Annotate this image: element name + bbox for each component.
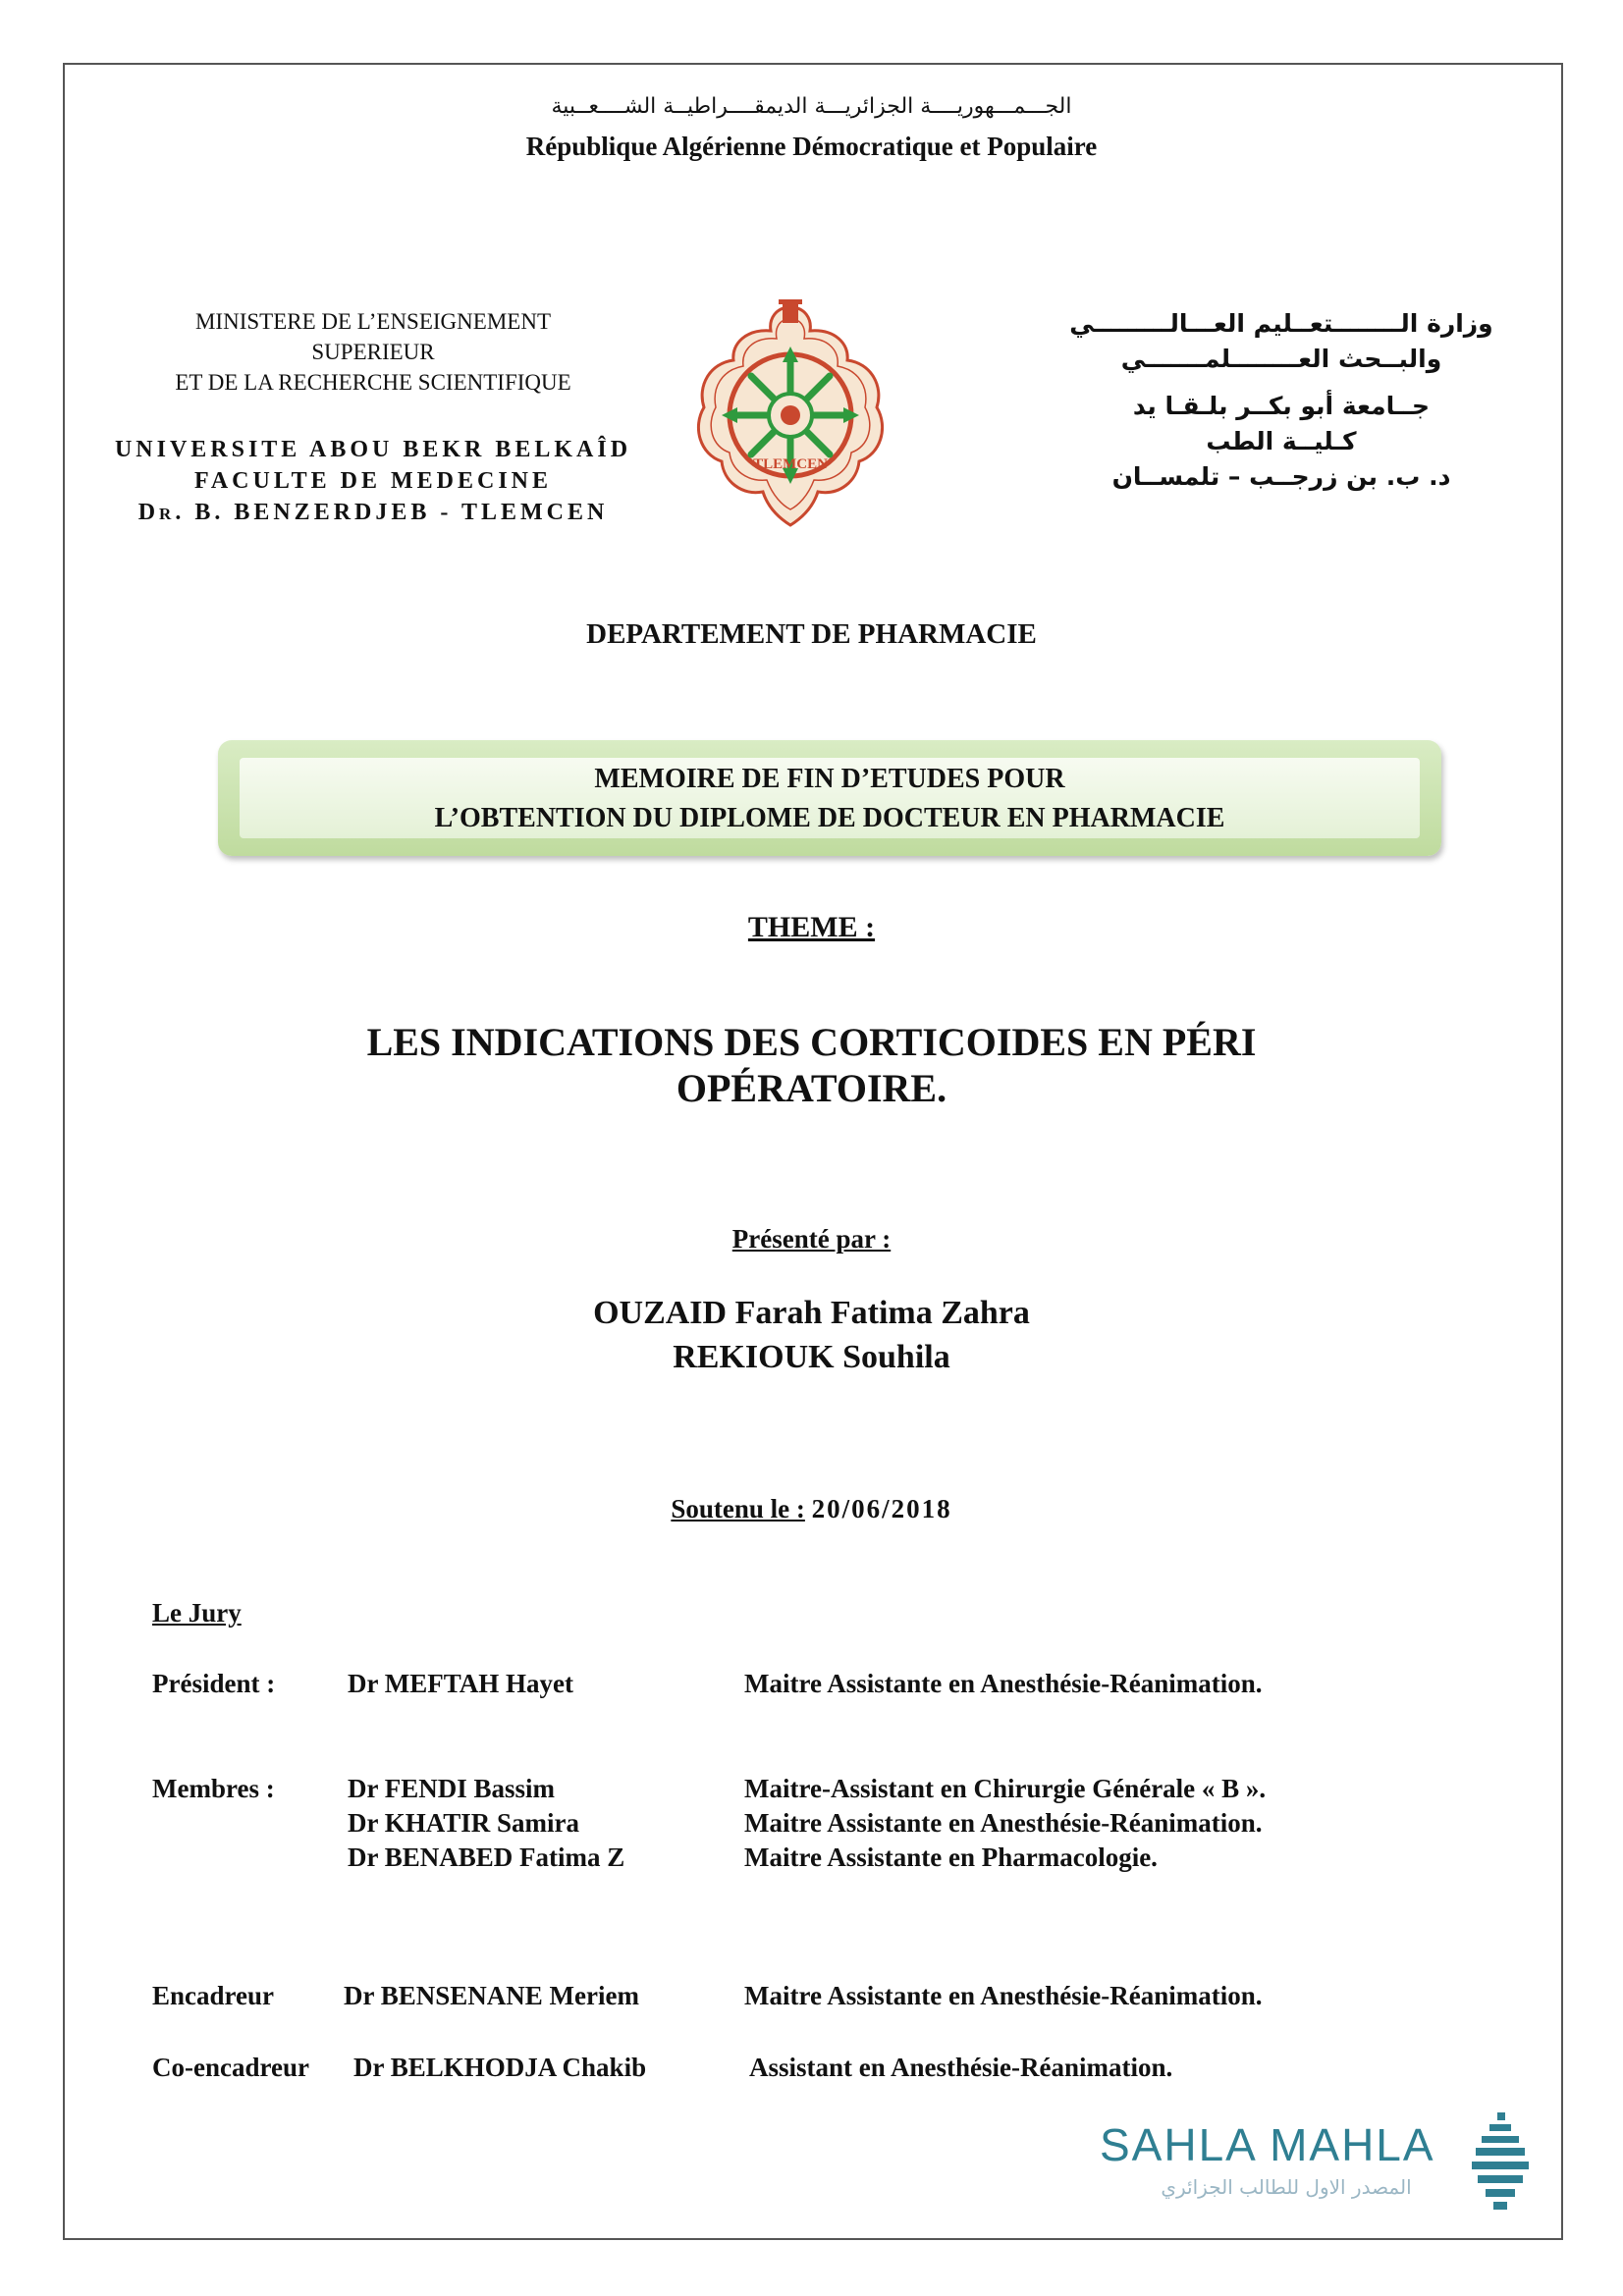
watermark-tagline: المصدر الاول للطالب الجزائري [1161, 2175, 1412, 2199]
ministry-line-3: ET DE LA RECHERCHE SCIENTIFIQUE [175, 370, 571, 395]
university-block [88, 434, 658, 530]
arabic-ministry-line-1: وزارة الــــــــتعــليم العـــالـــــــــي [1069, 309, 1493, 338]
cosupervisor-role: Co-encadreur [152, 2053, 309, 2082]
author-2: REKIOUK Souhila [673, 1339, 950, 1375]
cosupervisor-title: Assistant en Anesthésie-Réanimation. [749, 2053, 1173, 2082]
thesis-title [196, 1019, 1427, 1111]
president-name: Dr MEFTAH Hayet [348, 1669, 573, 1698]
ministry-line-2: SUPERIEUR [311, 340, 435, 364]
thesis-type-line-2: L’OBTENTION DU DIPLOME DE DOCTEUR EN PHARMACIE [434, 803, 1225, 833]
president-role: Président : [152, 1669, 276, 1698]
thesis-type-line-1: MEMOIRE DE FIN D’ETUDES POUR [594, 764, 1065, 794]
presented-by-label: Présenté par : [731, 1224, 892, 1254]
logo-text: TLEMCEN [753, 456, 828, 472]
member-3-title: Maitre Assistante en Pharmacologie. [744, 1842, 1158, 1872]
arabic-faculty-name: كـليــة الطب [1206, 427, 1357, 455]
faculty-location-prefix: D [137, 500, 160, 525]
member-1-name: Dr FENDI Bassim [348, 1774, 556, 1803]
thesis-type-text [218, 760, 1441, 838]
university-logo [692, 299, 889, 530]
member-2-name: Dr KHATIR Samira [348, 1808, 579, 1838]
faculty-location [88, 497, 658, 530]
supervisor-name: Dr BENSENANE Meriem [344, 1981, 639, 2010]
watermark-emblem-icon [1468, 2110, 1537, 2214]
defense-date-label: Soutenu le : [671, 1494, 805, 1523]
watermark-brand: SAHLA MAHLA [1100, 2119, 1435, 2170]
member-1-title: Maitre-Assistant en Chirurgie Générale « B ». [744, 1774, 1267, 1803]
faculty-location-small: R [159, 505, 176, 523]
members-role: Membres : [152, 1774, 275, 1803]
faculty-location-rest: . B. BENZERDJEB - TLEMCEN [175, 500, 609, 525]
arabic-ministry-line-2: والبــحث العــــــــلمـــــــي [1120, 345, 1442, 373]
member-2-title: Maitre Assistante en Anesthésie-Réanimation. [744, 1808, 1263, 1838]
theme-label: THEME : [747, 911, 876, 943]
sahla-mahla-watermark [1090, 2110, 1542, 2218]
thesis-title-line-1: LES INDICATIONS DES CORTICOIDES EN PÉRI [366, 1020, 1257, 1064]
republic-heading: République Algérienne Démocratique et Populaire [525, 132, 1098, 161]
supervisor-title: Maitre Assistante en Anesthésie-Réanimation. [744, 1981, 1263, 2010]
department-heading: DEPARTEMENT DE PHARMACIE [586, 618, 1037, 650]
author-1: OUZAID Farah Fatima Zahra [593, 1295, 1030, 1331]
authors-block [0, 1291, 1623, 1379]
cosupervisor-name: Dr BELKHODJA Chakib [353, 2053, 647, 2082]
defense-date [0, 1494, 1623, 1524]
faculty-name: FACULTE DE MEDECINE [193, 468, 553, 494]
defense-date-value: 20/06/2018 [811, 1494, 952, 1523]
university-name: UNIVERSITE ABOU BEKR BELKAÎD [114, 437, 632, 462]
ministry-line-1: MINISTERE DE L’ENSEIGNEMENT [194, 309, 551, 334]
thesis-title-line-2: OPÉRATOIRE. [676, 1066, 947, 1110]
arabic-institution-block [1060, 306, 1502, 495]
jury-heading: Le Jury [152, 1598, 242, 1628]
arabic-faculty-location: د. ب. بن زرجــب – تلمســان [1111, 462, 1451, 491]
ministry-block [118, 306, 628, 398]
supervisor-role: Encadreur [152, 1981, 275, 2010]
arabic-university-name: جــامعة أبو بكــر بلـقـا يد [1132, 392, 1431, 420]
president-title: Maitre Assistante en Anesthésie-Réanimation. [744, 1669, 1263, 1698]
arabic-republic-heading: الجـــمـــهوريــــة الجزائريـــة الديمقــــراطيــة الشــــعــبية [551, 94, 1072, 119]
member-3-name: Dr BENABED Fatima Z [348, 1842, 625, 1872]
